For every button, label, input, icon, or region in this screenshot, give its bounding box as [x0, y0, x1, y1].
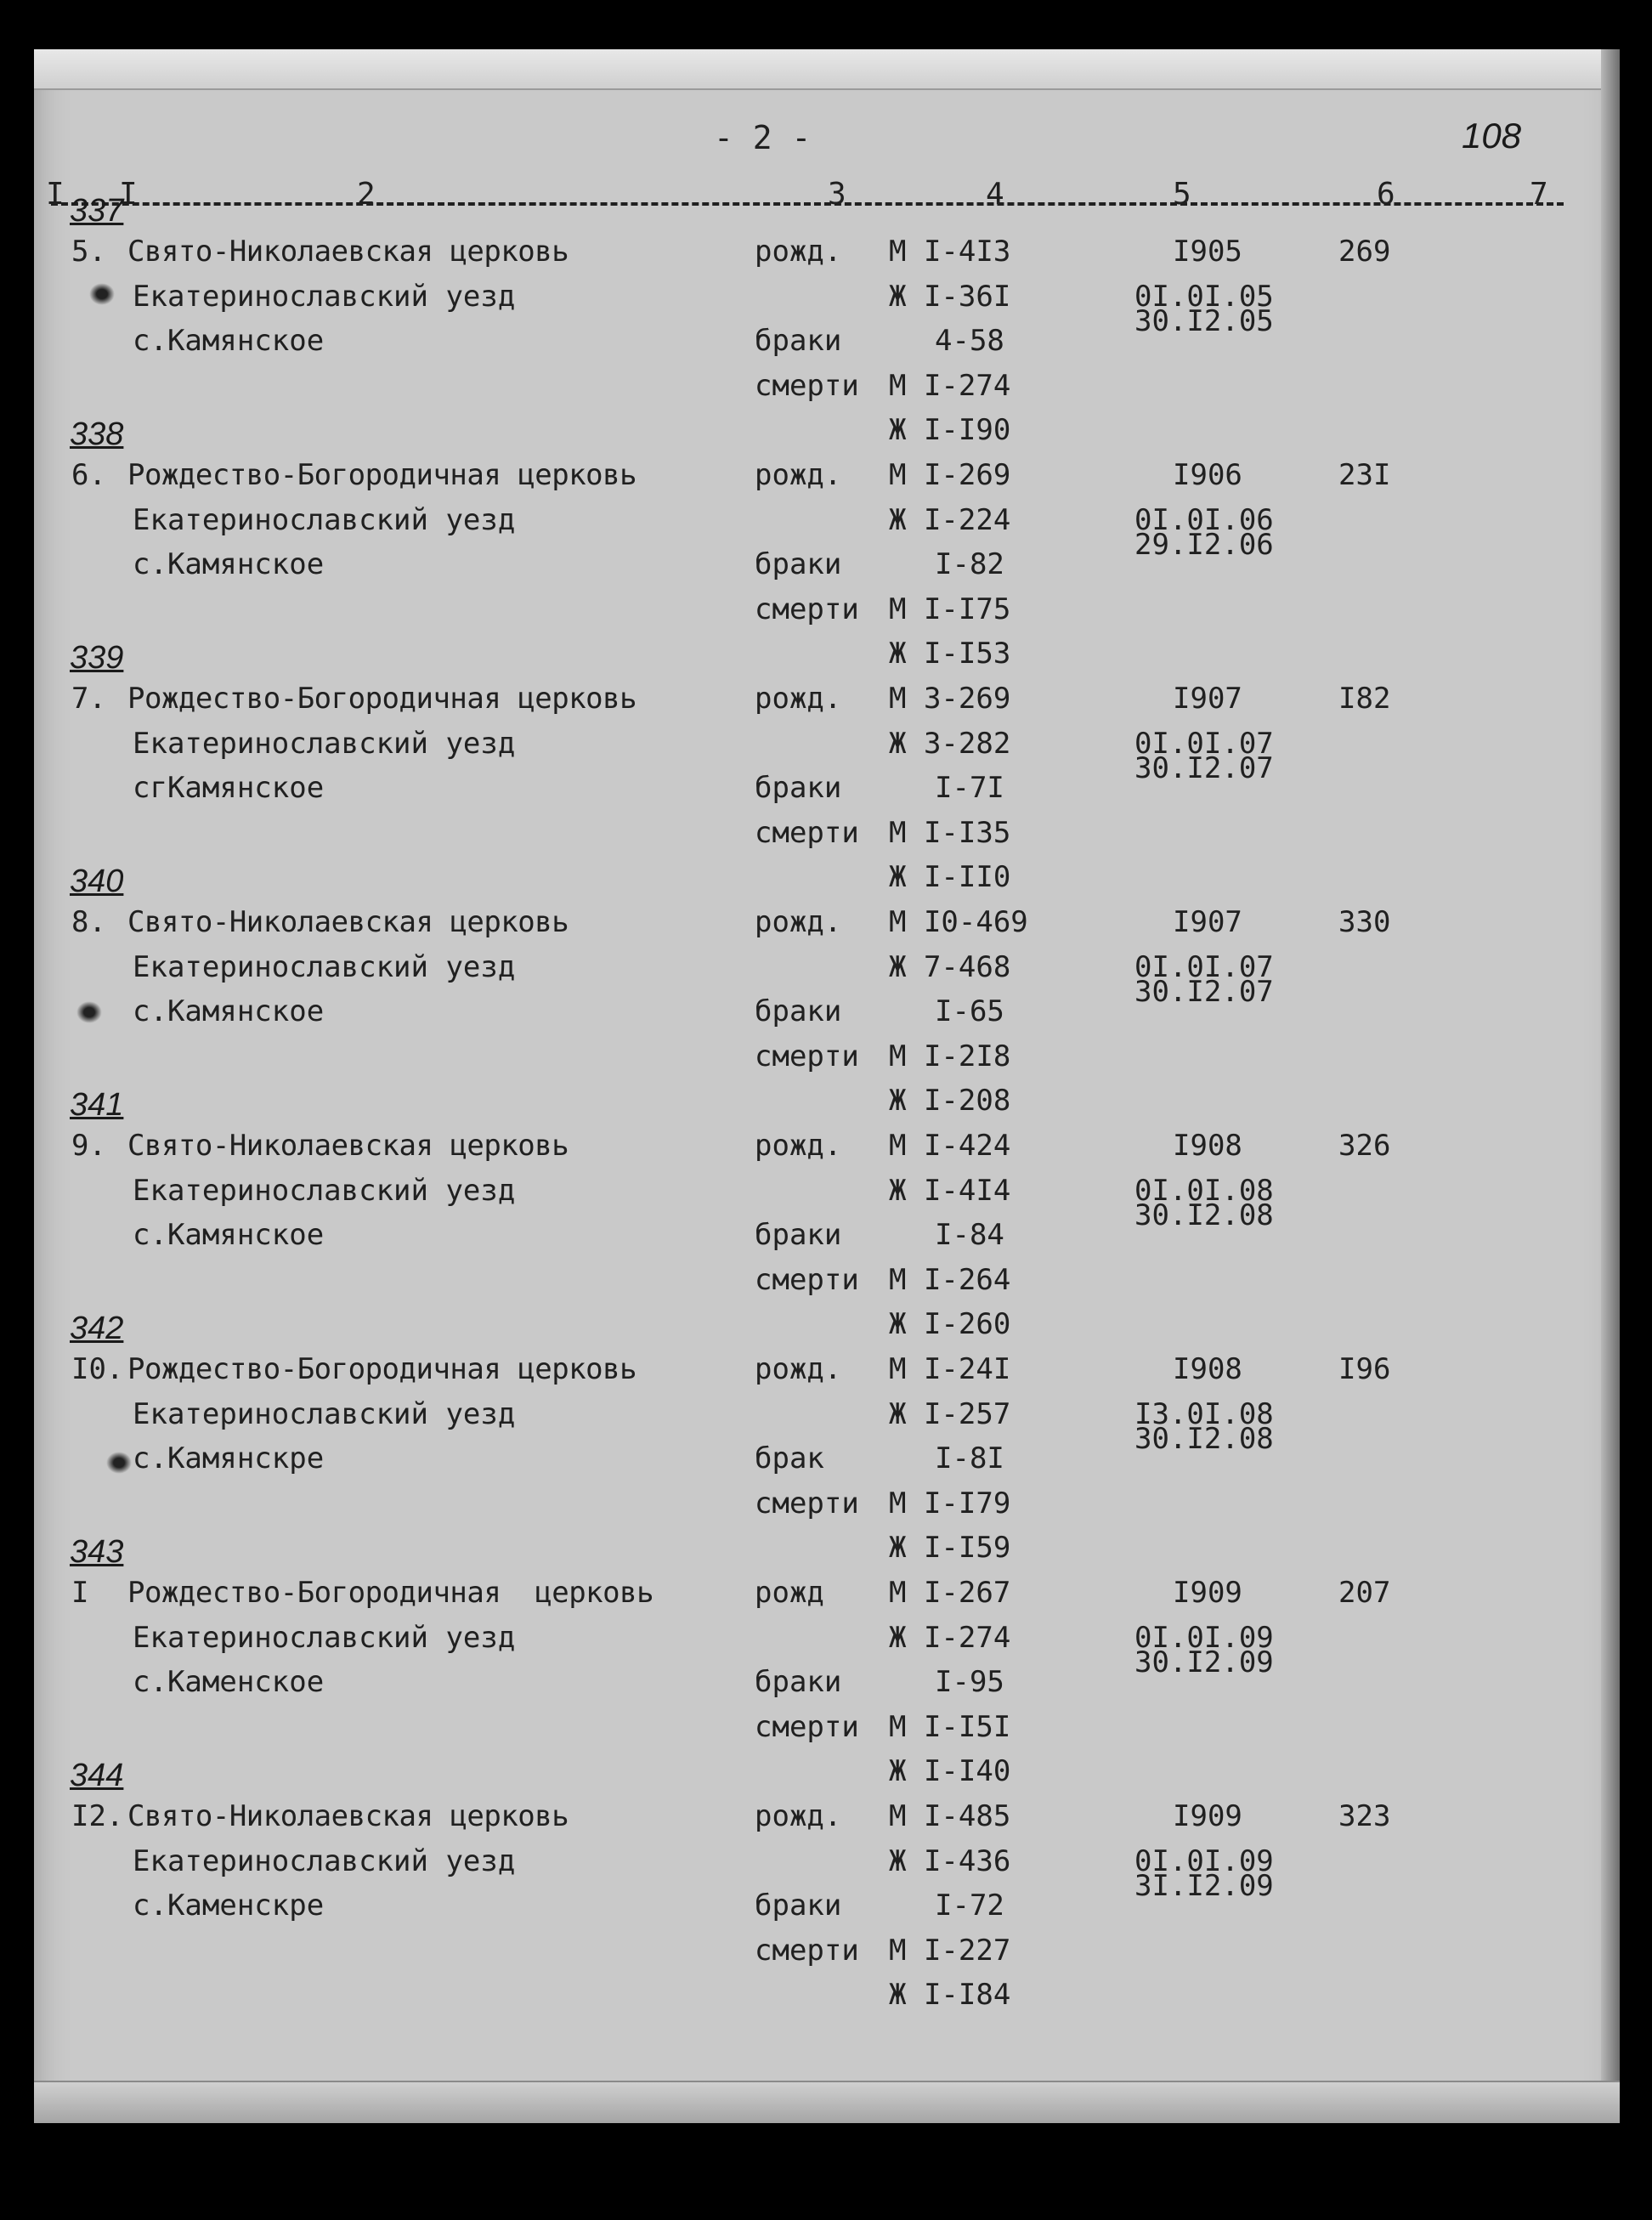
deaths-label: смерти: [755, 592, 859, 626]
church-name: Рождество-Богородичная церковь: [127, 682, 637, 716]
deaths-male: М I-227: [889, 1933, 1011, 1968]
marriages-label: браки: [755, 1889, 842, 1923]
page-count: 269: [1338, 235, 1391, 269]
date-from: 0I.0I.05: [1134, 279, 1274, 314]
page-number: - 2 -: [714, 119, 812, 156]
births-female: Ж I-257: [889, 1396, 1011, 1431]
column-header-7: 7: [1530, 177, 1548, 212]
year: I907: [1173, 905, 1242, 939]
marriages-label: браки: [755, 771, 842, 806]
page-count: 323: [1338, 1799, 1391, 1833]
column-header-1b: I: [119, 177, 138, 212]
year: I909: [1173, 1799, 1242, 1833]
births-female: Ж I-4I4: [889, 1173, 1011, 1208]
births-label: рожд.: [755, 1352, 842, 1386]
marriages-value: I-84: [935, 1218, 1004, 1253]
column-header-4: 4: [986, 177, 1004, 212]
paper-edge-right: [1601, 49, 1620, 2123]
village-name: с.Камянскре: [133, 1441, 325, 1476]
deaths-male: М I-264: [889, 1262, 1011, 1297]
page-count: 326: [1338, 1129, 1391, 1163]
page-count: 330: [1338, 905, 1391, 939]
deaths-male: М I-I75: [889, 592, 1011, 626]
uezd-name: Екатеринославский уезд: [133, 1173, 516, 1208]
document-page: [34, 49, 1620, 2123]
marriages-value: 4-58: [935, 324, 1004, 359]
marriages-value: I-82: [935, 547, 1004, 582]
births-female: Ж 3-282: [889, 726, 1011, 761]
uezd-name: Екатеринославский уезд: [133, 949, 516, 984]
deaths-female: Ж I-I40: [889, 1754, 1011, 1789]
marriages-label: браки: [755, 1218, 842, 1253]
year: I906: [1173, 458, 1242, 492]
church-name: Свято-Николаевская церковь: [127, 1799, 569, 1833]
uezd-name: Екатеринославский уезд: [133, 279, 516, 314]
year: I908: [1173, 1129, 1242, 1163]
births-male: М 3-269: [889, 682, 1011, 716]
marriages-label: браки: [755, 324, 842, 359]
births-male: М I-269: [889, 458, 1011, 492]
births-label: рожд.: [755, 905, 842, 939]
column-header-6: 6: [1377, 177, 1395, 212]
date-to: 29.I2.06: [1134, 527, 1274, 562]
date-to: 30.I2.08: [1134, 1198, 1274, 1232]
births-label: рожд.: [755, 1799, 842, 1833]
ink-stain: [89, 283, 115, 305]
page-count: I82: [1338, 682, 1391, 716]
year: I907: [1173, 682, 1242, 716]
date-to: 30.I2.07: [1134, 974, 1274, 1009]
marriages-label: брак: [755, 1441, 824, 1476]
entry-number: 5.: [71, 235, 106, 269]
village-name: с.Каменскре: [133, 1889, 325, 1923]
page-count: I96: [1338, 1352, 1391, 1386]
deaths-male: М I-I79: [889, 1486, 1011, 1521]
deaths-female: Ж I-I90: [889, 413, 1011, 448]
church-name: Рождество-Богородичная церковь: [127, 458, 637, 492]
births-male: М I-4I3: [889, 235, 1011, 269]
archive-number-handwritten: 343: [70, 1534, 124, 1570]
church-name: Свято-Николаевская церковь: [127, 1129, 569, 1163]
ink-stain: [106, 1452, 132, 1474]
date-from: 0I.0I.08: [1134, 1173, 1274, 1208]
village-name: с.Камянское: [133, 994, 325, 1029]
entry-number: I2.: [71, 1799, 124, 1833]
village-name: с.Камянское: [133, 324, 325, 359]
marriages-value: I-72: [935, 1889, 1004, 1923]
deaths-female: Ж I-I84: [889, 1978, 1011, 2013]
archive-number-handwritten: 340: [70, 864, 124, 899]
marriages-label: браки: [755, 994, 842, 1029]
births-label: рожд.: [755, 235, 842, 269]
village-name: с.Камянское: [133, 547, 325, 582]
village-name: с.Каменское: [133, 1665, 325, 1700]
date-from: 0I.0I.07: [1134, 726, 1274, 761]
births-female: Ж I-274: [889, 1620, 1011, 1655]
births-male: М I-485: [889, 1799, 1011, 1833]
year: I909: [1173, 1576, 1242, 1610]
deaths-female: Ж I-I59: [889, 1531, 1011, 1566]
uezd-name: Екатеринославский уезд: [133, 1620, 516, 1655]
deaths-label: смерти: [755, 1039, 859, 1073]
births-label: рожд.: [755, 1129, 842, 1163]
year: I908: [1173, 1352, 1242, 1386]
births-female: Ж I-224: [889, 502, 1011, 537]
uezd-name: Екатеринославский уезд: [133, 1396, 516, 1431]
date-to: 30.I2.07: [1134, 750, 1274, 785]
uezd-name: Екатеринославский уезд: [133, 502, 516, 537]
ink-stain: [76, 1001, 102, 1023]
births-male: М I-267: [889, 1576, 1011, 1610]
deaths-label: смерти: [755, 368, 859, 403]
marriages-label: браки: [755, 547, 842, 582]
births-male: М I-24I: [889, 1352, 1011, 1386]
deaths-male: М I-I5I: [889, 1709, 1011, 1744]
column-header-3: 3: [828, 177, 846, 212]
deaths-male: М I-274: [889, 368, 1011, 403]
entry-number: 7.: [71, 682, 106, 716]
archive-number-handwritten: 338: [70, 416, 124, 452]
column-header-1: I: [46, 177, 65, 212]
date-to: 30.I2.09: [1134, 1645, 1274, 1679]
deaths-female: Ж I-I53: [889, 637, 1011, 671]
births-female: Ж 7-468: [889, 949, 1011, 984]
date-from: 0I.0I.06: [1134, 502, 1274, 537]
births-label: рожд: [755, 1576, 824, 1610]
births-label: рожд.: [755, 682, 842, 716]
uezd-name: Екатеринославский уезд: [133, 1843, 516, 1878]
church-name: Рождество-Богородичная церковь: [127, 1576, 654, 1610]
folio-number-handwritten: 108: [1462, 116, 1522, 156]
deaths-male: М I-I35: [889, 815, 1011, 850]
village-name: сгКамянское: [133, 771, 325, 806]
date-from: 0I.0I.07: [1134, 949, 1274, 984]
marriages-value: I-8I: [935, 1441, 1004, 1476]
village-name: с.Камянское: [133, 1218, 325, 1253]
column-header-2: 2: [357, 177, 376, 212]
paper-edge-bottom: [34, 2081, 1620, 2123]
page-count: 207: [1338, 1576, 1391, 1610]
date-to: 30.I2.08: [1134, 1421, 1274, 1456]
births-female: Ж I-436: [889, 1843, 1011, 1878]
date-from: 0I.0I.09: [1134, 1843, 1274, 1878]
marriages-value: I-65: [935, 994, 1004, 1029]
year: I905: [1173, 235, 1242, 269]
page-count: 23I: [1338, 458, 1391, 492]
deaths-label: смерти: [755, 1709, 859, 1744]
deaths-label: смерти: [755, 1486, 859, 1521]
entry-number: I0.: [71, 1352, 124, 1386]
date-from: 0I.0I.09: [1134, 1620, 1274, 1655]
deaths-label: смерти: [755, 815, 859, 850]
deaths-female: Ж I-208: [889, 1084, 1011, 1118]
church-name: Свято-Николаевская церковь: [127, 235, 569, 269]
deaths-label: смерти: [755, 1262, 859, 1297]
births-male: М I-424: [889, 1129, 1011, 1163]
date-to: 3I.I2.09: [1134, 1868, 1274, 1903]
archive-number-handwritten: 342: [70, 1311, 124, 1346]
archive-number-handwritten: 337: [70, 193, 124, 229]
deaths-female: Ж I-260: [889, 1307, 1011, 1342]
uezd-name: Екатеринославский уезд: [133, 726, 516, 761]
header-divider: [51, 202, 1564, 206]
date-to: 30.I2.05: [1134, 303, 1274, 338]
births-male: М I0-469: [889, 905, 1028, 939]
births-female: Ж I-36I: [889, 279, 1011, 314]
entry-number: 9.: [71, 1129, 106, 1163]
marriages-label: браки: [755, 1665, 842, 1700]
deaths-female: Ж I-II0: [889, 860, 1011, 895]
date-from: I3.0I.08: [1134, 1396, 1274, 1431]
archive-number-handwritten: 341: [70, 1087, 124, 1123]
entry-number: 6.: [71, 458, 106, 492]
births-label: рожд.: [755, 458, 842, 492]
archive-number-handwritten: 339: [70, 640, 124, 676]
entry-number: I: [71, 1576, 89, 1610]
marriages-value: I-7I: [935, 771, 1004, 806]
deaths-label: смерти: [755, 1933, 859, 1968]
church-name: Свято-Николаевская церковь: [127, 905, 569, 939]
archive-number-handwritten: 344: [70, 1758, 124, 1793]
column-header-5: 5: [1173, 177, 1191, 212]
entry-number: 8.: [71, 905, 106, 939]
marriages-value: I-95: [935, 1665, 1004, 1700]
deaths-male: М I-2I8: [889, 1039, 1011, 1073]
church-name: Рождество-Богородичная церковь: [127, 1352, 637, 1386]
